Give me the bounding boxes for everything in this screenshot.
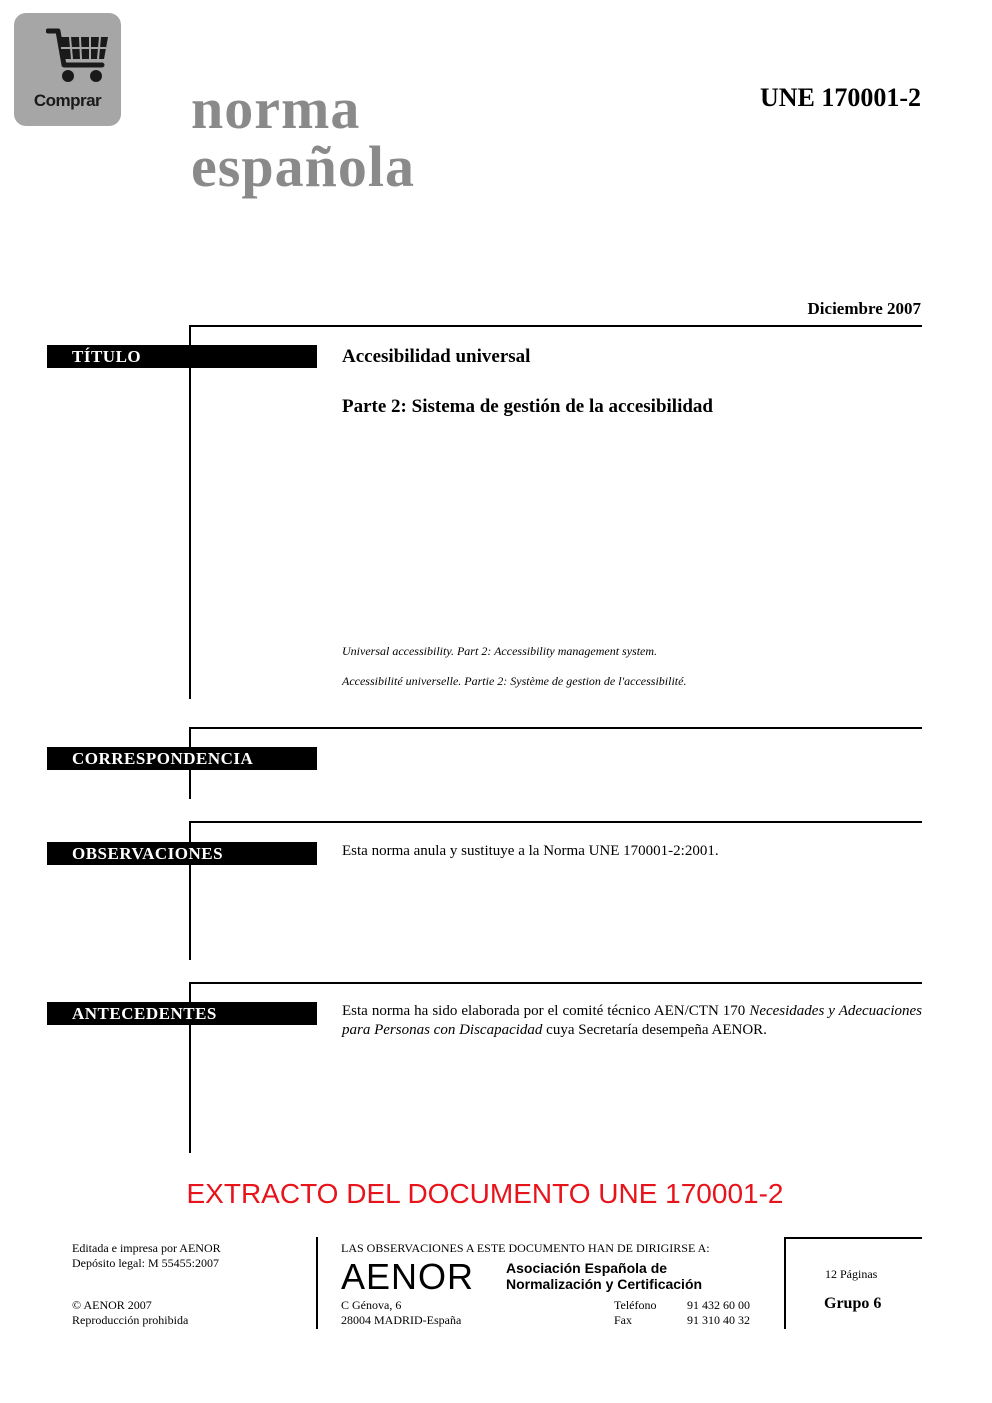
fax-number: 91 310 40 32 <box>687 1313 750 1327</box>
title-line-1: Accesibilidad universal <box>342 346 531 367</box>
standard-code: UNE 170001-2 <box>759 83 921 112</box>
norma-espanola-heading <box>191 76 415 199</box>
divider <box>189 982 922 984</box>
observations-address: LAS OBSERVACIONES A ESTE DOCUMENTO HAN DE DIRIGIRSE A: <box>341 1241 710 1255</box>
phone-label: Teléfono <box>614 1298 657 1312</box>
section-label-titulo: TÍTULO <box>47 345 317 368</box>
edited-by: Editada e impresa por AENOR <box>72 1241 221 1255</box>
observaciones-text: Esta norma anula y sustituye a la Norma UNE 170001-2:2001. <box>342 843 719 859</box>
association-line-1: Asociación Española de <box>506 1260 668 1276</box>
contact-numbers <box>687 1298 750 1328</box>
divider <box>189 325 922 327</box>
section-label-antecedentes: ANTECEDENTES <box>47 1002 317 1025</box>
phone-number: 91 432 60 00 <box>687 1298 750 1312</box>
page-count: 12 Páginas <box>825 1267 878 1281</box>
association-line-2: Normalización y Certificación <box>506 1276 703 1292</box>
price-group: Grupo 6 <box>824 1295 882 1312</box>
section-label-observaciones: OBSERVACIONES <box>47 842 317 865</box>
association-name <box>506 1260 702 1292</box>
committee-name: Necesidades y Adecuaciones para Personas con Discapacidad <box>342 1003 922 1038</box>
city: 28004 MADRID-España <box>341 1313 462 1327</box>
aenor-logo: AENOR <box>341 1256 475 1297</box>
divider <box>784 1237 922 1239</box>
buy-button-label: Comprar <box>33 91 102 110</box>
english-title: Universal accessibility. Part 2: Accessibility management system. <box>342 644 658 658</box>
divider <box>316 1237 318 1329</box>
norma-line-2: española <box>191 134 415 199</box>
divider <box>784 1237 786 1329</box>
section-label-correspondencia: CORRESPONDENCIA <box>47 747 317 770</box>
street: C Génova, 6 <box>341 1298 402 1312</box>
french-title: Accessibilité universelle. Partie 2: Système de gestion de l'accessibilité. <box>342 674 687 688</box>
footer-copyright <box>72 1298 188 1328</box>
norma-line-1: norma <box>191 76 361 141</box>
publication-date: Diciembre 2007 <box>807 299 921 318</box>
extract-notice: EXTRACTO DEL DOCUMENTO UNE 170001-2 <box>186 1178 784 1209</box>
footer-edition <box>72 1241 221 1271</box>
contact-labels <box>614 1298 656 1328</box>
antecedentes-text <box>342 1002 922 1040</box>
antecedentes-text-end: cuya Secretaría desempeña AENOR. <box>542 1022 767 1038</box>
antecedentes-text-start: Esta norma ha sido elaborada por el comité técnico AEN/CTN 170 <box>342 1003 750 1019</box>
buy-button[interactable] <box>14 13 121 126</box>
divider <box>189 821 922 823</box>
copyright: © AENOR 2007 <box>72 1298 152 1312</box>
divider <box>189 325 191 699</box>
legal-deposit: Depósito legal: M 55455:2007 <box>72 1256 219 1270</box>
title-line-2: Parte 2: Sistema de gestión de la accesibilidad <box>342 396 713 417</box>
shopping-cart-icon <box>46 27 110 85</box>
fax-label: Fax <box>614 1313 632 1327</box>
divider <box>189 727 922 729</box>
aenor-address <box>341 1298 461 1328</box>
reproduction-notice: Reproducción prohibida <box>72 1313 189 1327</box>
